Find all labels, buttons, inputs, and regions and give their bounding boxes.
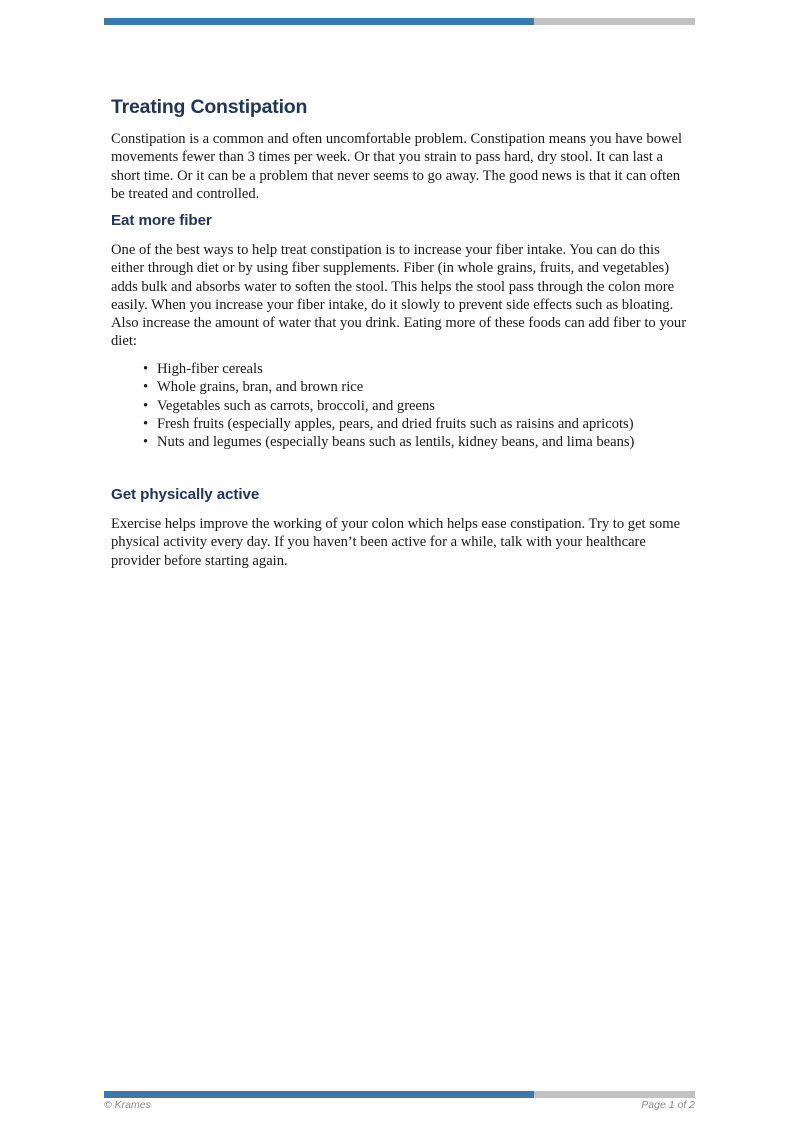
list-item: • Vegetables such as carrots, broccoli, and greens (111, 397, 695, 415)
footer-rule (104, 1091, 695, 1098)
section-heading-get-physically-active-block (111, 485, 695, 504)
footer-rule-blue-segment (104, 1091, 534, 1098)
footer-page-number: Page 1 of 2 (641, 1099, 695, 1111)
page-title: Treating Constipation (111, 96, 308, 118)
intro-paragraph: Constipation is a common and often uncomfortable problem. Constipation means you have bowel movements fewer than 3 times per week. Or that you strain to pass hard, dry stool. It can last a short time. Or it can be a problem that never seems to go away. The good news is that it can often be treated and controlled. (111, 131, 683, 202)
high-fiber-foods-list (111, 360, 695, 451)
header-rule-blue-segment (104, 18, 534, 25)
fiber-paragraph-block (111, 241, 695, 351)
list-item: • High-fiber cereals (111, 360, 695, 378)
list-item: • Whole grains, bran, and brown rice (111, 378, 695, 396)
list-item: • Nuts and legumes (especially beans such as lentils, kidney beans, and lima beans) (111, 433, 695, 451)
active-paragraph-block (111, 515, 695, 570)
footer-rule-gray-segment (534, 1091, 695, 1098)
header-rule-gray-segment (534, 18, 695, 25)
section-heading-eat-more-fiber-block (111, 211, 695, 230)
footer (104, 1099, 695, 1111)
intro-block (111, 130, 695, 203)
fiber-paragraph: One of the best ways to help treat constipation is to increase your fiber intake. You can do this either through diet or by using fiber supplements. Fiber (in whole grains, fruits, and vegetables) adds bulk and absorbs water to soften the stool. This helps the stool pass through the colon more easily. When you increase your fiber intake, do it slowly to prevent side effects such as bloating. Also increase the amount of water that you drink. Eating more of these foods can add fiber to your diet: (111, 242, 687, 350)
active-paragraph: Exercise helps improve the working of your colon which helps ease constipation. Try to get some physical activity every day. If you haven’t been active for a while, talk with your healthcare provider before starting again. (111, 516, 681, 569)
header-rule (104, 18, 695, 25)
high-fiber-foods-list-block (111, 360, 695, 451)
section-heading-eat-more-fiber: Eat more fiber (111, 212, 212, 229)
footer-copyright: © Krames (104, 1099, 151, 1111)
list-item: • Fresh fruits (especially apples, pears, and dried fruits such as raisins and apricots) (111, 415, 695, 433)
section-heading-get-physically-active: Get physically active (111, 486, 260, 503)
